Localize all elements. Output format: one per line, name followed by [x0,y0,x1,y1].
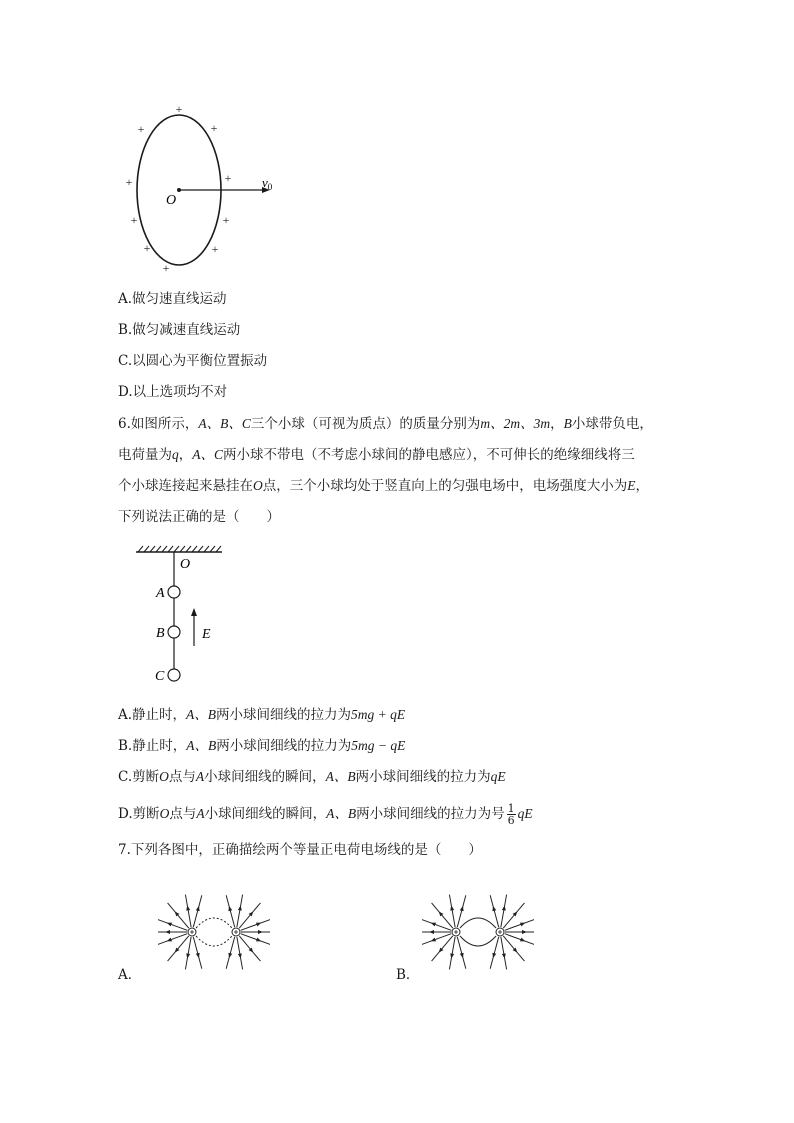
svg-text:+: + [210,121,218,135]
q5-option-c: C.以圆心为平衡位置振动 [118,353,268,369]
q6-option-a: A.静止时，A、B两小球间细线的拉力为5mg + qE [118,707,406,723]
fraction-one-sixth: $\frac{1}{6}$ [507,802,515,827]
svg-text:+: + [211,242,219,256]
svg-text:+: + [143,241,151,255]
q6-stem-line-3: 个小球连接起来悬挂在O点，三个小球均处于竖直向上的匀强电场中，电场强度大小为E， [118,478,649,494]
q6-stem-line-2: 电荷量为q，A、C两小球不带电（不考虑小球间的静电感应），不可伸长的绝缘细线将三 [118,447,635,463]
center-label: O [166,193,177,208]
hanging-balls-figure [134,544,234,688]
q6-option-b: B.静止时，A、B两小球间细线的拉力为5mg − qE [118,738,406,754]
svg-text:+: + [222,213,230,227]
q7-stem: 7.下列各图中，正确描绘两个等量正电荷电场线的是（ ） [118,842,482,858]
ball-a [168,586,180,598]
ball-b [168,626,180,638]
svg-text:+: + [175,102,183,116]
q7-option-a-label: A． [118,967,142,983]
q5-option-d: D.以上选项均不对 [118,384,228,400]
q6-stem-line-1: 6.如图所示，A、B、C三个小球（可视为质点）的质量分别为m、2m、3m，B小球带负电， [118,416,653,432]
q5-option-b: B.做匀减速直线运动 [118,322,241,338]
field-label: E [202,627,211,642]
q7-diagram-a [158,888,270,976]
q7-option-b-label: B． [396,967,420,983]
q6-option-d: D.剪断O点与A小球间细线的瞬间，A、B两小球间细线的拉力为号 $\frac{1}{6}$ qE [118,802,533,827]
svg-text:+: + [125,175,133,189]
svg-text:+: + [224,171,232,185]
q6-stem-line-4: 下列说法正确的是（ ） [118,509,280,525]
q6-option-c: C.剪断O点与A小球间细线的瞬间，A、B两小球间细线的拉力为qE [118,769,506,785]
ball-c [168,669,180,681]
charged-ring-figure [118,100,288,280]
svg-text:+: + [130,213,138,227]
ball-a-label: A [156,586,165,601]
velocity-label: $v_0$ [262,175,273,192]
field-arrowhead [191,608,197,616]
svg-text:+: + [137,122,145,136]
point-o-label: O [180,557,191,572]
q5-option-a: A.做匀速直线运动 [118,291,227,307]
ceiling-hatch [138,546,221,552]
svg-text:+: + [162,261,170,275]
q7-diagram-b [422,888,534,976]
ball-b-label: B [156,626,165,641]
ball-c-label: C [155,669,165,684]
